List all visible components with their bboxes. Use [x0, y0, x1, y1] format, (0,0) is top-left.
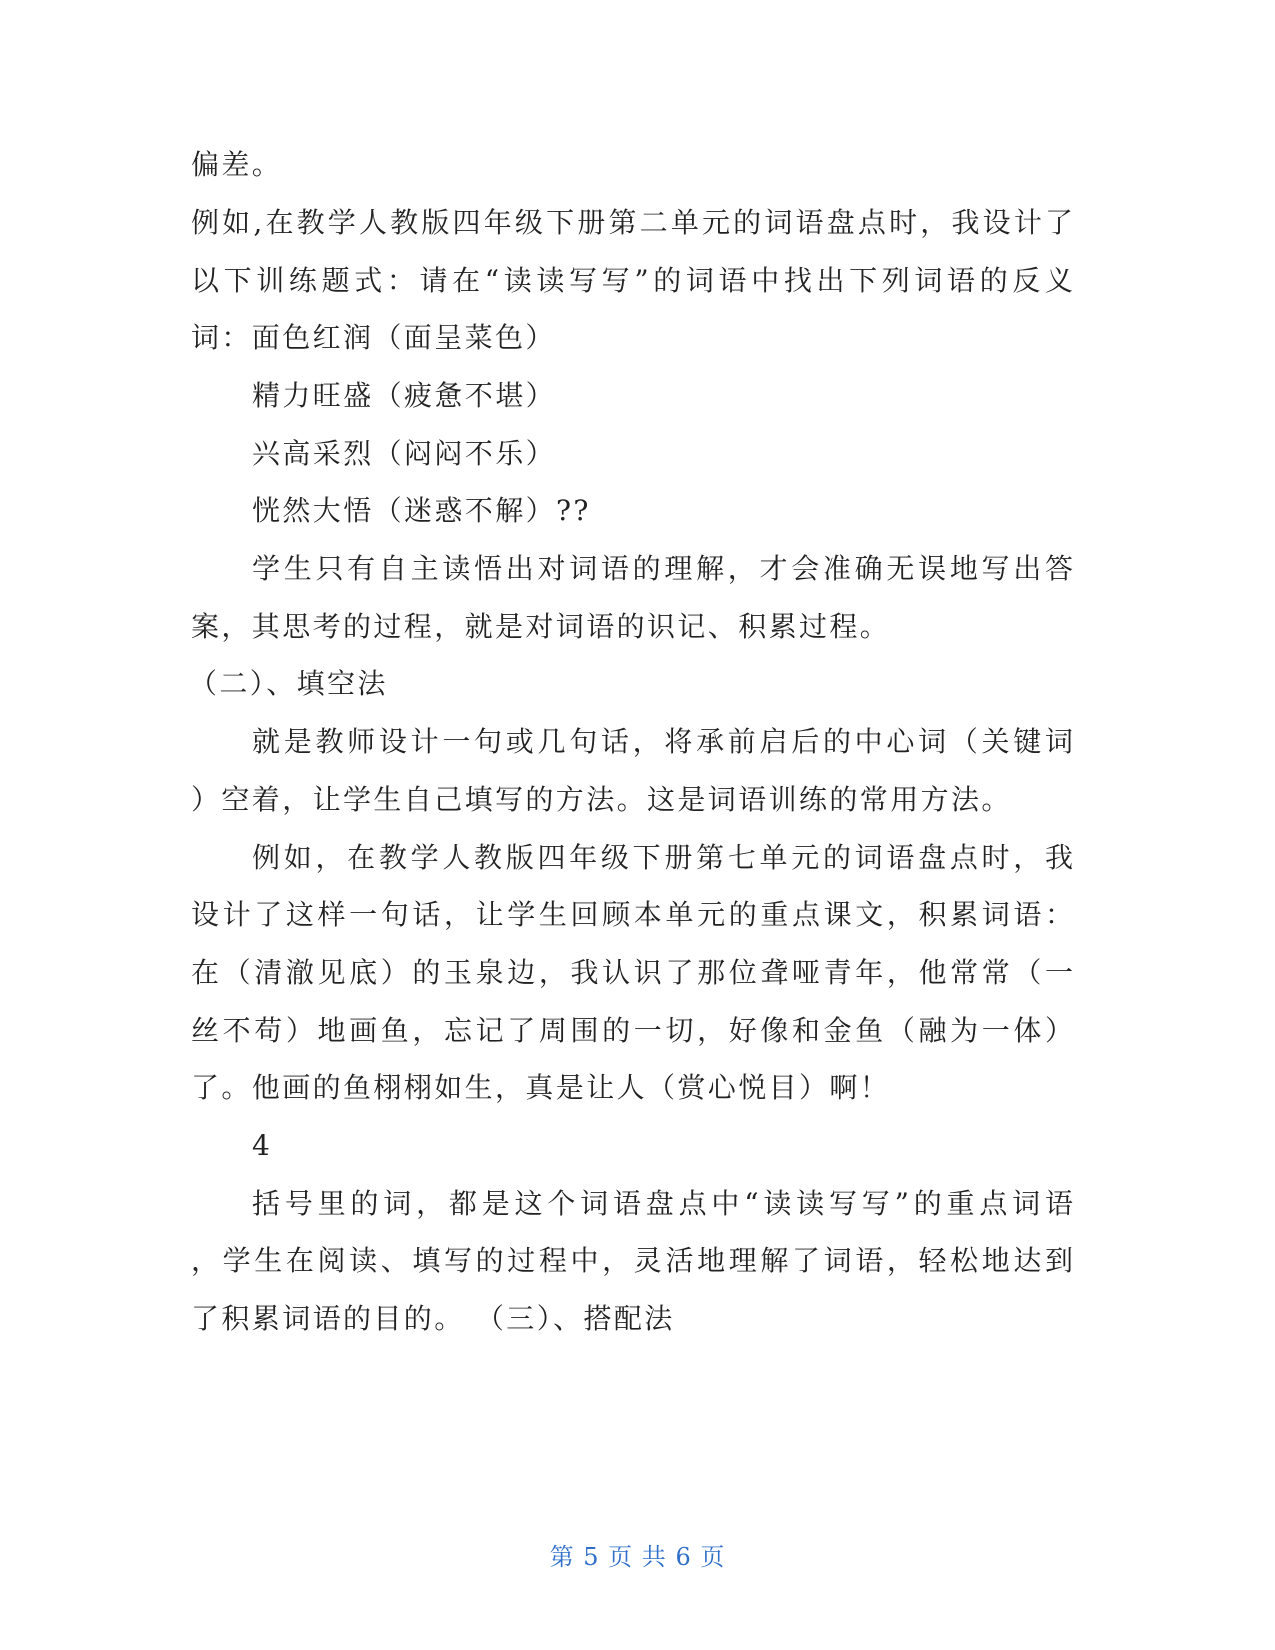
text-line-9: 案，其思考的过程，就是对词语的识记、积累过程。	[191, 610, 891, 643]
text-line-11: 就是教师设计一句或几句话，将承前启后的中心词（关键词	[252, 725, 1073, 758]
text-line-3: 以下训练题式：请在“读读写写”的词语中找出下列词语的反义	[191, 264, 1073, 297]
text-line-20: ，学生在阅读、填写的过程中，灵活地理解了词语，轻松地达到	[191, 1244, 1073, 1277]
text-line-1: 偏差。	[191, 148, 283, 181]
text-line-13: 例如，在教学人教版四年级下册第七单元的词语盘点时，我	[252, 841, 1073, 874]
text-line-19: 括号里的词，都是这个词语盘点中“读读写写”的重点词语	[252, 1187, 1073, 1220]
text-line-16: 丝不苟）地画鱼，忘记了周围的一切，好像和金鱼（融为一体）	[191, 1014, 1073, 1047]
text-line-8: 学生只有自主读悟出对词语的理解，才会准确无误地写出答	[252, 552, 1073, 585]
text-line-4: 词：面色红润（面呈菜色）	[191, 321, 556, 354]
footer-mid: 页 共	[608, 1543, 667, 1571]
footer-current-page: 5	[583, 1543, 600, 1571]
text-line-21: 了积累词语的目的。 （三）、搭配法	[191, 1302, 675, 1335]
text-line-17: 了。他画的鱼栩栩如生，真是让人（赏心悦目）啊！	[191, 1071, 891, 1104]
footer-suffix: 页	[700, 1543, 726, 1571]
text-line-6: 兴高采烈（闷闷不乐）	[252, 437, 557, 470]
text-line-7: 恍然大悟（迷惑不解）??	[252, 494, 591, 527]
page-footer	[0, 1540, 1275, 1574]
footer-total-pages: 6	[675, 1543, 692, 1571]
footer-prefix: 第	[549, 1543, 575, 1571]
text-line-12: ）空着，让学生自己填写的方法。这是词语训练的常用方法。	[191, 783, 1012, 816]
text-line-5: 精力旺盛（疲惫不堪）	[252, 379, 557, 412]
text-line-14: 设计了这样一句话，让学生回顾本单元的重点课文，积累词语：	[191, 898, 1073, 931]
text-line-15: 在（清澈见底）的玉泉边，我认识了那位聋哑青年，他常常（一	[191, 956, 1073, 989]
inline-page-number: 4	[252, 1129, 273, 1162]
text-line-2: 例如,在教学人教版四年级下册第二单元的词语盘点时，我设计了	[191, 206, 1073, 239]
section-heading-2: （二）、填空法	[189, 667, 388, 700]
